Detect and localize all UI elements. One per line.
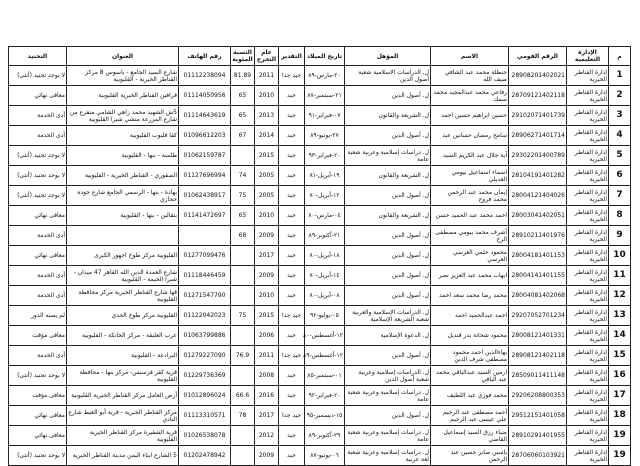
row-phone: 01062438917	[179, 186, 231, 206]
row-service: لا يوجد تجنيد (أنثى)	[9, 146, 67, 166]
row-qualification: ل. أصول الدين	[345, 286, 431, 306]
row-grade: جيد	[279, 366, 305, 386]
row-percent	[231, 146, 255, 166]
row-grad-year: 2016	[255, 386, 279, 406]
row-percent	[231, 366, 255, 386]
row-name: سامح رمضان حسانين عيد	[431, 126, 509, 146]
row-admin: إدارة القناطر الخيرية	[567, 86, 609, 106]
row-birth-date: ٢٧-يونيو-٨٩	[305, 126, 345, 146]
row-grade: جيد	[279, 206, 305, 226]
row-birth-date: ٠٦-يونيو-٨٧	[305, 446, 345, 466]
table-row	[9, 186, 631, 206]
row-name: ضياء رزق السيد إسماعيل القاضي	[431, 426, 509, 446]
row-qualification: ل. أصول الدين	[345, 266, 431, 286]
row-qualification: ل. أصول الدين	[345, 406, 431, 426]
header-address: العنوان	[67, 47, 179, 66]
row-grade: جيد	[279, 426, 305, 446]
header-phone: رقم الهاتف	[179, 47, 231, 66]
row-qualification: ل. الشريعة والقانون	[345, 166, 431, 186]
row-index: 18	[609, 406, 631, 426]
row-address: القليوبية مركز طوخ الحدي	[67, 306, 179, 326]
row-admin: إدارة القناطر الخيرية	[567, 286, 609, 306]
row-admin: إدارة القناطر الخيرية	[567, 306, 609, 326]
row-index: 19	[609, 426, 631, 446]
row-grad-year: 2011	[255, 346, 279, 366]
row-phone: 01202478942	[179, 446, 231, 466]
row-grad-year: 2005	[255, 186, 279, 206]
row-phone: 01096612203	[179, 126, 231, 146]
row-index: 12	[609, 286, 631, 306]
row-name: حنظلة محمد عبد الشافي ضيف الله	[431, 66, 509, 86]
row-national-id: 29302201400789	[509, 146, 567, 166]
row-service: لم يصبه الدور	[9, 306, 67, 326]
row-birth-date: ٢١-أكتوبر-٨٩	[305, 226, 345, 246]
row-service: معافى مؤقت	[9, 326, 67, 346]
row-admin: إدارة القناطر الخيرية	[567, 346, 609, 366]
row-phone: 01112238094	[179, 66, 231, 86]
row-admin: إدارة القناطر الخيرية	[567, 246, 609, 266]
row-national-id: 29102071401739	[509, 106, 567, 126]
table-row	[9, 106, 631, 126]
row-grade: جيد	[279, 86, 305, 106]
row-address: قرية الشقيرة مركز القناطر الخيرية القليوبية	[67, 426, 179, 446]
row-birth-date: ٢٩-أكتوبر-٨٩	[305, 426, 345, 446]
table-row	[9, 126, 631, 146]
row-grade: جيد	[279, 266, 305, 286]
row-national-id: 29512151401058	[509, 406, 567, 426]
row-name: رفاعي محمد عبدالمجيد محمد سمك	[431, 86, 509, 106]
row-qualification: ل. الدعوة الإسلامية	[345, 326, 431, 346]
row-admin: إدارة القناطر الخيرية	[567, 206, 609, 226]
table-row	[9, 406, 631, 426]
row-admin: إدارة القناطر الخيرية	[567, 186, 609, 206]
row-grade: جيد جدا	[279, 306, 305, 326]
table-row	[9, 226, 631, 246]
row-grad-year: 2006	[255, 326, 279, 346]
row-address: قرافين القناطر الخيرية القليوبية	[67, 86, 179, 106]
row-index: 3	[609, 106, 631, 126]
row-name: ياسين صابر حسين عبد الرحمن	[431, 446, 509, 466]
row-name: محمد رضا محمد سعد احمد	[431, 286, 509, 306]
row-service: أدى الخدمة	[9, 126, 67, 146]
row-national-id: 28004141401155	[509, 266, 567, 286]
row-national-id: 28906271401714	[509, 126, 567, 146]
row-qualification: ل. الدراسات الاسلامية شعبة أصول الدين	[345, 66, 431, 86]
row-national-id: 28908121402118	[509, 346, 567, 366]
row-name: بهاءالدين احمد محمود مصطفى شرف الدين	[431, 346, 509, 366]
row-phone: 01012896024	[179, 386, 231, 406]
row-national-id: 28003041402051	[509, 206, 567, 226]
row-birth-date: ١٨-أبريل-٨٠	[305, 246, 345, 266]
row-name: أحمد مصطفى عبد الرحيم علي عيسى عبد الرحيم	[431, 406, 509, 426]
row-phone: 01279227090	[179, 346, 231, 366]
row-index: 8	[609, 206, 631, 226]
row-name: أشرف محمد بيومي مصطفى الرخ	[431, 226, 509, 246]
row-grad-year: 2009	[255, 266, 279, 286]
row-service: معافى نهائي	[9, 86, 67, 106]
row-national-id: 28004181401153	[509, 246, 567, 266]
row-index: 14	[609, 326, 631, 346]
row-name: محمود حلمي العرسي العرسي	[431, 246, 509, 266]
row-grade: جيد	[279, 226, 305, 246]
row-address: كفا قليوب القليوبية	[67, 126, 179, 146]
row-service: معافى مؤقت	[9, 386, 67, 406]
row-grad-year: 2015	[255, 146, 279, 166]
row-birth-date: ٠٤-مارس-٨٠	[305, 206, 345, 226]
row-address: بهادة - بنها - الرسمي الجامع شارع جوده حجازي	[67, 186, 179, 206]
row-service: أدى الخدمة	[9, 106, 67, 126]
row-name: اسماء اسماعيل بيومي العديلي	[431, 166, 509, 186]
row-percent: 76.9	[231, 346, 255, 366]
row-index: 4	[609, 126, 631, 146]
row-index: 10	[609, 246, 631, 266]
row-percent: 66.6	[231, 386, 255, 406]
row-service: لا يوجد تجنيد (أنثى)	[9, 186, 67, 206]
row-grade: جيد	[279, 386, 305, 406]
row-address: القليوبية مركز طوخ اجهور الكبرى	[67, 246, 179, 266]
row-phone: 01114643619	[179, 106, 231, 126]
row-address: البرادعة - القليوبية	[67, 346, 179, 366]
row-qualification: ل. أصول الدين	[345, 226, 431, 246]
row-name: إيمان محمد عبد الرحمن محمد فروح	[431, 186, 509, 206]
row-qualification: ل. الدراسات الإسلامية والعربية شعبة الشريعة الإسلامية	[345, 306, 431, 326]
row-address: شارع السيد الجامع - باسوس 8 مركز القناطر الخيرية - القليوبية	[67, 66, 179, 86]
row-name: آية جلال عبد الكريم السيد	[431, 146, 509, 166]
row-service: معافى نهائي	[9, 406, 67, 426]
row-address: مركز القناطر الخيرية - قرية أبو الغيط شارع النادي	[67, 406, 179, 426]
row-grad-year: 2009	[255, 226, 279, 246]
row-birth-date: ٢٠-فبراير-٩٣	[305, 146, 345, 166]
row-percent	[231, 326, 255, 346]
row-qualification: ل. أصول الدين	[345, 186, 431, 206]
row-birth-date: ١٢-أغسطس-٨٩	[305, 346, 345, 366]
row-grad-year: 2017	[255, 246, 279, 266]
row-admin: إدارة القناطر الخيرية	[567, 446, 609, 466]
row-service: لا يوجد تجنيد (أنثى)	[9, 166, 67, 186]
row-birth-date: ٠٧-فبراير-٩١	[305, 106, 345, 126]
row-percent: 78	[231, 406, 255, 426]
header-national-id: الرقم القومي	[509, 47, 567, 66]
row-index: 6	[609, 166, 631, 186]
header-service: التجنيد	[9, 47, 67, 66]
row-grad-year: 2015	[255, 306, 279, 326]
row-phone: 01114050956	[179, 86, 231, 106]
row-grad-year: 2010	[255, 206, 279, 226]
row-qualification: ل. الشريعة والقانون	[345, 106, 431, 126]
row-index: 17	[609, 386, 631, 406]
row-admin: إدارة القناطر الخيرية	[567, 166, 609, 186]
row-birth-date: ٢٠-فبراير-٩٢	[305, 386, 345, 406]
row-index: 2	[609, 86, 631, 106]
row-phone: 01277099476	[179, 246, 231, 266]
row-birth-date: ١٤-أبريل-٨٠	[305, 266, 345, 286]
table-header-row	[9, 47, 631, 66]
header-grade: التقدير	[279, 47, 305, 66]
row-percent: 67	[231, 126, 255, 146]
row-national-id: 28908201402021	[509, 66, 567, 86]
row-service: أدى الخدمة	[9, 266, 67, 286]
row-address: 5ش الشهيد محمد زاهي الشامي متفرع من شارع المزرعة منشي شبرا القليوبية	[67, 106, 179, 126]
table-row	[9, 266, 631, 286]
row-percent	[231, 426, 255, 446]
row-grad-year: 2013	[255, 106, 279, 126]
row-name: ايهاب محمد عبد العزيز نصر	[431, 266, 509, 286]
table-row	[9, 86, 631, 106]
row-percent: 65	[231, 106, 255, 126]
row-address: الصفوري - القناطر الخيرية - القليوبية	[67, 166, 179, 186]
row-birth-date: ١٥-ديسمبر-٩٥	[305, 406, 345, 426]
table-body	[9, 66, 631, 466]
row-grad-year: 2008	[255, 366, 279, 386]
row-address: شارع العمدة الدين الله القاهر 47 ميدان - شبرا الخيمة - القليوبية	[67, 266, 179, 286]
row-national-id: 28104191401282	[509, 166, 567, 186]
row-service: لا يوجد تجنيد (أنثى)	[9, 446, 67, 466]
row-admin: إدارة القناطر الخيرية	[567, 226, 609, 246]
table-row	[9, 286, 631, 306]
row-grad-year: 2010	[255, 286, 279, 306]
header-admin: الإدارة التعليمية	[567, 47, 609, 66]
row-grade: جيد	[279, 326, 305, 346]
row-qualification: ل. أصول الدين	[345, 86, 431, 106]
row-qualification: ل. دراسات إسلامية وعربية شعبة عامة	[345, 386, 431, 406]
row-percent	[231, 266, 255, 286]
row-address: 5 الشارع ابناء اليمن مدينة القناطر الخيرية	[67, 446, 179, 466]
row-phone: 01062159787	[179, 146, 231, 166]
row-index: 19	[609, 446, 631, 466]
row-service: لا يوجد تجنيد (أنثى)	[9, 366, 67, 386]
row-admin: إدارة القناطر الخيرية	[567, 326, 609, 346]
row-phone: 01063799886	[179, 326, 231, 346]
row-address: عرب العليقة - مركز الخانكة - القليوبية	[67, 326, 179, 346]
row-percent: 65	[231, 206, 255, 226]
row-phone	[179, 226, 231, 246]
row-index: 16	[609, 366, 631, 386]
row-grad-year: 2012	[255, 426, 279, 446]
row-grad-year: 2005	[255, 166, 279, 186]
row-phone: 01118446459	[179, 266, 231, 286]
row-grad-year: 2009	[255, 446, 279, 466]
header-index: م	[609, 47, 631, 66]
row-grade: جيد	[279, 186, 305, 206]
row-name: محمد فوزي عبد اللطيف	[431, 386, 509, 406]
row-national-id: 29207052701234	[509, 306, 567, 326]
row-index: 5	[609, 146, 631, 166]
row-name: محمود شحاتة بدر قنديل	[431, 326, 509, 346]
row-grade: جيد	[279, 146, 305, 166]
row-address: أرض العامل مركز القناطر الخيرية القليوبية	[67, 386, 179, 406]
row-birth-date: ٠٨-أبريل-٨٠	[305, 286, 345, 306]
row-grade: جيد جدا	[279, 66, 305, 86]
row-national-id: 28706060103921	[509, 446, 567, 466]
row-service: أدى الخدمة	[9, 226, 67, 246]
row-qualification: ل. دراسات إسلامية وعربية شعبة عامة	[345, 146, 431, 166]
row-name: حسين ابراهيم حسين احمد	[431, 106, 509, 126]
row-national-id: 28004081402068	[509, 286, 567, 306]
table-row	[9, 66, 631, 86]
row-percent: 65	[231, 86, 255, 106]
row-grade: جيد	[279, 246, 305, 266]
table-row	[9, 306, 631, 326]
row-admin: إدارة القناطر الخيرية	[567, 66, 609, 86]
row-name: ارمين السيد عبدالباقي محمد عبد الباقي	[431, 366, 509, 386]
row-grad-year: 2011	[255, 66, 279, 86]
row-grade: جيد	[279, 446, 305, 466]
row-index: 15	[609, 346, 631, 366]
table-row	[9, 426, 631, 446]
row-admin: إدارة القناطر الخيرية	[567, 146, 609, 166]
row-grade: جيد	[279, 166, 305, 186]
header-grad-year: عام التخرج	[255, 47, 279, 66]
row-qualification: ل. أصول الدين	[345, 126, 431, 146]
row-index: 9	[609, 226, 631, 246]
candidates-table	[8, 46, 631, 466]
row-national-id: 28004121404026	[509, 186, 567, 206]
row-name: احمد عبدالحميد احمد	[431, 306, 509, 326]
row-phone: 01113310571	[179, 406, 231, 426]
row-admin: إدارة القناطر الخيرية	[567, 406, 609, 426]
row-qualification: ل. أصول الدين	[345, 346, 431, 366]
row-grad-year: 2010	[255, 86, 279, 106]
row-address: بتقالين - بنها - القليوبية	[67, 206, 179, 226]
candidates-sheet	[8, 46, 630, 466]
row-percent: 75	[231, 186, 255, 206]
row-phone: 01271547790	[179, 286, 231, 306]
row-grad-year: 2014	[255, 126, 279, 146]
row-national-id: 28910291401955	[509, 426, 567, 446]
row-index: 11	[609, 266, 631, 286]
table-row	[9, 146, 631, 166]
row-service: أدى الخدمة	[9, 346, 67, 366]
row-birth-date: ٠٥-يوليو-٩٢	[305, 306, 345, 326]
row-phone: 01141472697	[179, 206, 231, 226]
table-row	[9, 386, 631, 406]
row-admin: إدارة القناطر الخيرية	[567, 366, 609, 386]
row-admin: إدارة القناطر الخيرية	[567, 106, 609, 126]
row-percent	[231, 446, 255, 466]
row-admin: إدارة القناطر الخيرية	[567, 386, 609, 406]
row-service: معافى نهائي	[9, 246, 67, 266]
row-grade: جيد	[279, 106, 305, 126]
row-national-id: 28709121402118	[509, 86, 567, 106]
row-name: احمد محمد عبد الحميد حسن	[431, 206, 509, 226]
row-national-id: 28008121401331	[509, 326, 567, 346]
row-birth-date: ١٢-أبريل-٨٠	[305, 186, 345, 206]
row-index: 7	[609, 186, 631, 206]
row-address: قرية كفر فرسيس- مركز بنها - محافظة القليوبية	[67, 366, 179, 386]
header-percent: النسبة المئوية	[231, 47, 255, 66]
row-percent: 74	[231, 166, 255, 186]
row-percent	[231, 246, 255, 266]
row-grad-year: 2017	[255, 406, 279, 426]
row-service: معافى نهائي	[9, 426, 67, 446]
row-service: أدى الخدمة	[9, 286, 67, 306]
row-percent: 81.89	[231, 66, 255, 86]
row-index: 1	[609, 66, 631, 86]
row-grade: جيد	[279, 286, 305, 306]
table-row	[9, 206, 631, 226]
row-qualification: ل. الدراسات إسلامية وعربية شعبة أصول الدين	[345, 366, 431, 386]
row-admin: إدارة القناطر الخيرية	[567, 266, 609, 286]
row-address: طلمنة - بنها - القليوبية	[67, 146, 179, 166]
row-qualification: ل. أصول الدين	[345, 246, 431, 266]
table-row	[9, 446, 631, 466]
row-birth-date: ١٢-أغسطس-٨٠	[305, 326, 345, 346]
row-qualification: ل. دراسات إسلامية وعربية شعبة لغة عربية	[345, 446, 431, 466]
row-grade: جيد	[279, 126, 305, 146]
header-birth-date: تاريخ الميلاد	[305, 47, 345, 66]
table-row	[9, 346, 631, 366]
row-admin: إدارة القناطر الخيرية	[567, 126, 609, 146]
row-grade: جيد جدا	[279, 346, 305, 366]
row-service: معافى نهائي	[9, 206, 67, 226]
row-percent: 75	[231, 306, 255, 326]
row-phone: 01127696994	[179, 166, 231, 186]
row-birth-date: ٠١-سبتمبر-٨٥	[305, 366, 345, 386]
row-service: لا يوجد تجنيد (أنثى)	[9, 66, 67, 86]
row-phone: 01229736369	[179, 366, 231, 386]
row-birth-date: ١٩-أبريل-٨١	[305, 166, 345, 186]
row-national-id: 29206208800353	[509, 386, 567, 406]
row-grade: جيد جدا	[279, 406, 305, 426]
row-qualification: ل. دراسات إسلامية وعربية شعبة عامة	[345, 426, 431, 446]
row-address: قها شارع القناطر الخيرية مركز محافظة القليوبية	[67, 286, 179, 306]
table-row	[9, 366, 631, 386]
header-qualification: المؤهل	[345, 47, 431, 66]
row-qualification: ل. الشريعة والقانون	[345, 206, 431, 226]
row-birth-date: ٢١-سبتمبر-٨٧	[305, 86, 345, 106]
row-index: 13	[609, 306, 631, 326]
row-phone: 01026538078	[179, 426, 231, 446]
row-percent: 68	[231, 226, 255, 246]
table-row	[9, 326, 631, 346]
row-address	[67, 226, 179, 246]
row-percent	[231, 286, 255, 306]
table-row	[9, 166, 631, 186]
row-birth-date: ٢٠-مارس-٨٩	[305, 66, 345, 86]
row-national-id: 28910211401976	[509, 226, 567, 246]
row-national-id: 28509011411148	[509, 366, 567, 386]
header-name: الاسم	[431, 47, 509, 66]
table-row	[9, 246, 631, 266]
row-phone: 01122042023	[179, 306, 231, 326]
row-admin: إدارة القناطر الخيرية	[567, 426, 609, 446]
